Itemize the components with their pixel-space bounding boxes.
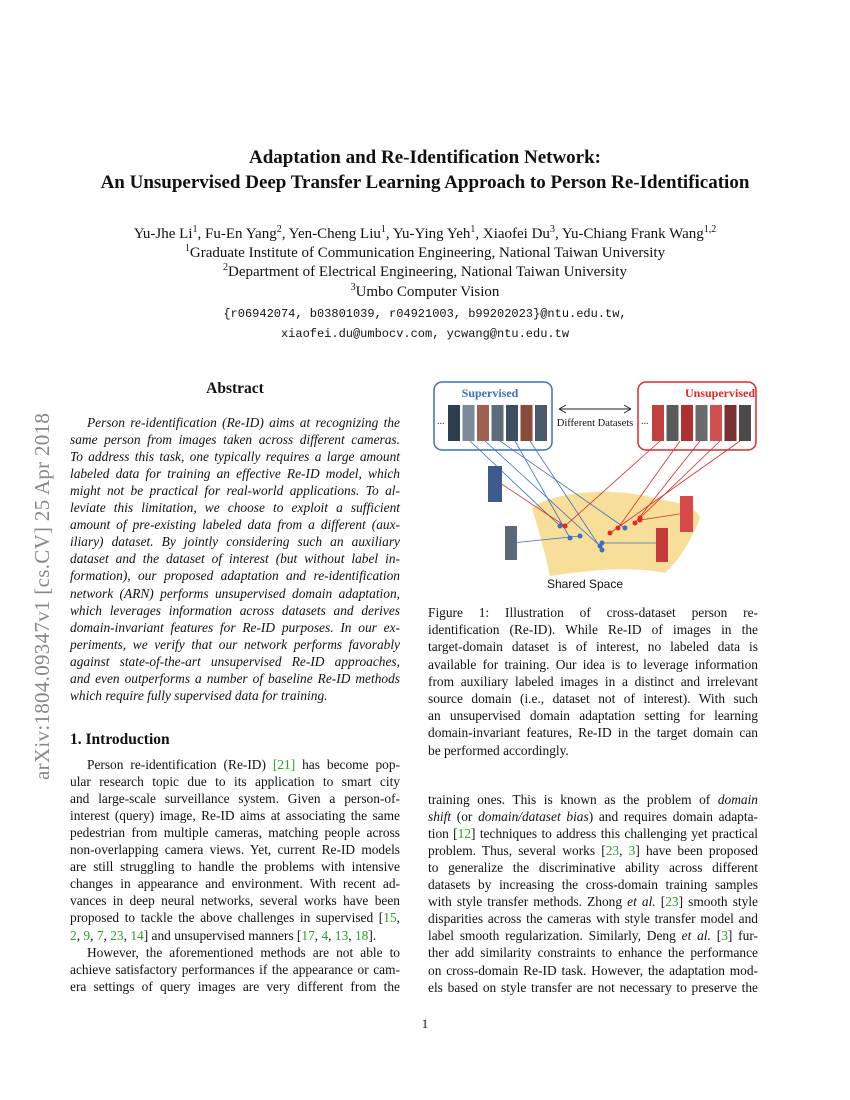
unsupervised-person-image bbox=[725, 405, 737, 441]
unsupervised-person-image bbox=[667, 405, 679, 441]
email-line-1: {r06942074, b03801039, r04921003, b99202023}@ntu.edu.tw, bbox=[223, 307, 627, 321]
text-run: proposed to tackle the above challenges in supervised [ bbox=[70, 910, 384, 926]
citation-link[interactable]: 17 bbox=[301, 927, 315, 943]
caption-line: Figure 1: Illustration of cross-dataset person re- bbox=[428, 605, 758, 620]
citation-link[interactable]: 23 bbox=[110, 927, 124, 943]
citation-link[interactable]: [21] bbox=[272, 757, 296, 772]
figure-1 bbox=[430, 378, 762, 594]
abstract-line: might not be practical for real-world applications. To al- bbox=[70, 483, 400, 499]
feature-point bbox=[563, 524, 568, 529]
citation-link[interactable]: 3 bbox=[628, 843, 636, 859]
paper-title-line1: Adaptation and Re-Identification Network: bbox=[248, 147, 602, 168]
page-number: 1 bbox=[421, 1016, 429, 1031]
body-line bbox=[428, 910, 758, 928]
emphasis-text: et al. bbox=[681, 928, 711, 944]
author-affiliation-mark: 1 bbox=[470, 224, 476, 235]
unsupervised-person-image bbox=[696, 405, 708, 441]
abstract-line: Person re-identification (Re-ID) aims at recognizing the bbox=[87, 415, 400, 430]
body-line bbox=[428, 979, 758, 997]
supervised-images bbox=[448, 405, 547, 441]
text-run: ] techniques to address this challenging yet practical bbox=[471, 826, 758, 842]
text-run: vances in deep neural networks, several works have been bbox=[70, 893, 400, 909]
text-run: interest (query) image, Re-ID aims at associating the same bbox=[70, 808, 400, 824]
supervised-person-image bbox=[506, 405, 518, 441]
abstract-heading: Abstract bbox=[206, 380, 264, 397]
abstract-line: labeled data for training an effective Re-ID model, which bbox=[70, 466, 400, 482]
text-run: , bbox=[103, 927, 111, 943]
abstract-line: and even outperforms a number of baseline Re-ID methods bbox=[70, 670, 400, 686]
text-run: problem. Thus, several works [ bbox=[428, 843, 606, 859]
abstract-line: dataset and the dataset of interest (but without label in- bbox=[70, 551, 400, 567]
text-run: on cross-domain Re-ID task. However, the adaptation mod- bbox=[428, 962, 758, 978]
abstract-line: which leverages information across datasets and derives bbox=[70, 602, 400, 618]
emphasis-text: shift bbox=[428, 809, 452, 825]
body-line bbox=[428, 876, 758, 894]
different-datasets-label: Different Datasets bbox=[556, 418, 634, 429]
emphasis-text: domain/dataset bias bbox=[478, 809, 589, 825]
body-line bbox=[428, 808, 758, 826]
text-run: , bbox=[348, 927, 355, 943]
abstract-line: periments, we verify that our network performs favorably bbox=[70, 636, 400, 652]
text-run: pedestrian from multiple cameras, matching people across bbox=[70, 825, 400, 841]
text-run: tion [ bbox=[428, 826, 458, 842]
body-line bbox=[428, 893, 758, 911]
unsupervised-person-image bbox=[710, 405, 722, 441]
citation-link[interactable]: 7 bbox=[96, 927, 104, 943]
citation-link[interactable]: 15 bbox=[383, 910, 397, 926]
author-affiliation-mark: 1,2 bbox=[703, 224, 717, 235]
intro-line bbox=[87, 944, 400, 962]
text-run: , bbox=[123, 927, 131, 943]
caption-line: be performed accordingly. bbox=[428, 742, 569, 758]
author-name: Fu-En Yang bbox=[205, 226, 277, 242]
citation-link[interactable]: 23 bbox=[665, 894, 679, 910]
text-run: disparities across the cameras with style transfer model and bbox=[428, 911, 758, 927]
intro-line bbox=[70, 773, 400, 791]
text-run: ] smooth style bbox=[678, 894, 758, 910]
author-affiliation-mark: 1 bbox=[192, 224, 198, 235]
author-name: Yu-Chiang Frank Wang bbox=[561, 226, 704, 242]
citation-link[interactable]: 14 bbox=[130, 927, 144, 943]
outlier-image-right-bottom bbox=[656, 528, 668, 562]
text-run: ] fur- bbox=[727, 928, 758, 944]
emphasis-text: et al. bbox=[627, 894, 656, 910]
paper-title-line2: An Unsupervised Deep Transfer Learning Approach to Person Re-Identification bbox=[100, 172, 750, 193]
intro-line bbox=[70, 841, 400, 859]
author-name: Yu-Jhe Li bbox=[133, 226, 193, 242]
caption-line: an unsupervised domain adaptation setting for learning bbox=[428, 708, 758, 724]
text-run: ) and requires domain adapta- bbox=[588, 809, 758, 825]
intro-line bbox=[70, 978, 400, 996]
abstract-line: same person from images taken across different cameras. bbox=[70, 432, 400, 448]
feature-point bbox=[633, 521, 638, 526]
abstract-line: amount of pre-existing labeled data from a different (aux- bbox=[70, 517, 400, 533]
unsupervised-label: Unsupervised bbox=[684, 386, 756, 400]
text-run: ular research topic due to its application to smart city bbox=[70, 774, 400, 790]
figure-1-illustration bbox=[430, 378, 762, 594]
author-affiliation-mark: 2 bbox=[276, 224, 282, 235]
text-run: , bbox=[328, 927, 335, 943]
text-run: era settings of query images are very different from the bbox=[70, 978, 400, 994]
text-run: (or bbox=[451, 809, 479, 825]
feature-point bbox=[578, 534, 583, 539]
text-run: has become pop- bbox=[295, 757, 400, 772]
supervised-label: Supervised bbox=[461, 386, 519, 400]
emphasis-text: domain bbox=[717, 792, 758, 807]
author-affiliation-mark: 3 bbox=[549, 224, 555, 235]
unsupervised-person-image bbox=[652, 405, 664, 441]
mapping-line bbox=[470, 441, 560, 526]
supervised-person-image bbox=[521, 405, 533, 441]
intro-line bbox=[70, 927, 400, 945]
shared-space-region bbox=[532, 492, 700, 576]
text-run: datasets by increasing the cross-domain training samples bbox=[428, 877, 758, 893]
author-list: Yu-Jhe Li$^1$, Fu-En Yang$^2$, Yen-Cheng Liu$^1$, Yu-Ying Yeh$^1$, Xiaofei Du$^3$, Yu-Chiang Frank Wang$^{1,2}$ bbox=[133, 224, 717, 242]
feature-point bbox=[608, 531, 613, 536]
intro-line bbox=[70, 807, 400, 825]
body-line bbox=[428, 842, 758, 860]
unsupervised-ellipsis: ... bbox=[641, 416, 649, 427]
text-run: ther add similarity constraints to enhance the performance bbox=[428, 945, 758, 961]
body-line bbox=[428, 791, 758, 809]
citation-link[interactable]: 12 bbox=[457, 826, 472, 842]
unsupervised-person-image bbox=[739, 405, 751, 441]
text-run: ] have been proposed bbox=[635, 843, 758, 859]
body-line bbox=[428, 962, 758, 980]
feature-point bbox=[600, 541, 605, 546]
text-run: [ bbox=[655, 894, 666, 910]
citation-link[interactable]: 23 bbox=[605, 843, 620, 859]
abstract-line: against state-of-the-art unsupervised Re-ID approaches, bbox=[70, 653, 400, 669]
feature-point bbox=[623, 526, 628, 531]
text-run: , bbox=[76, 927, 84, 943]
text-run: , bbox=[396, 910, 400, 926]
text-run: Person re-identification (Re-ID) bbox=[87, 757, 273, 772]
text-run: training ones. This is known as the problem of bbox=[428, 792, 718, 807]
caption-line: source domain (i.e., dataset not of interest). With such bbox=[428, 691, 758, 706]
shared-space-label: Shared Space bbox=[546, 577, 624, 591]
intro-line bbox=[70, 858, 400, 876]
affiliation-2: $^2$Department of Electrical Engineering, National Taiwan University bbox=[223, 262, 627, 280]
caption-line: from auxiliary labeled images in a distinct and irrelevant bbox=[428, 673, 758, 689]
citation-link[interactable]: 2 bbox=[70, 927, 77, 943]
abstract-line: network (ARN) performs unsupervised domain adaptation, bbox=[70, 585, 400, 601]
text-run: [ bbox=[710, 928, 722, 944]
text-run: , bbox=[619, 843, 629, 859]
text-run: achieve satisfactory performances if the appearance or cam- bbox=[70, 961, 400, 977]
caption-line: target-domain dataset is of interest, no labeled data is bbox=[428, 639, 758, 655]
intro-line bbox=[70, 790, 400, 808]
body-line bbox=[428, 927, 758, 945]
text-run: ]. bbox=[368, 927, 377, 943]
outlier-image-right-top bbox=[680, 496, 693, 532]
feature-point bbox=[568, 536, 573, 541]
intro-line bbox=[70, 824, 400, 842]
citation-link[interactable]: 9 bbox=[83, 927, 91, 943]
intro-heading: 1. Introduction bbox=[70, 731, 170, 748]
citation-link[interactable]: 4 bbox=[321, 927, 329, 943]
affiliation-1: $^1$Graduate Institute of Communication Engineering, National Taiwan University bbox=[184, 243, 666, 261]
text-run: , bbox=[314, 927, 322, 943]
text-run: and large-scale surveillance system. Given a person-of- bbox=[70, 791, 400, 807]
email-line-2: xiaofei.du@umbocv.com, ycwang@ntu.edu.tw bbox=[280, 327, 570, 341]
author-name: Xiaofei Du bbox=[482, 226, 550, 242]
arxiv-stamp: arXiv:1804.09347v1 [cs.CV] 25 Apr 2018 bbox=[30, 412, 54, 780]
outlier-image-left-top bbox=[488, 466, 502, 502]
supervised-person-image bbox=[477, 405, 489, 441]
text-run: are still struggling to handle the problems with intensive bbox=[70, 859, 400, 875]
abstract-line: domain-invariant features for Re-ID purposes. In our ex- bbox=[70, 619, 400, 635]
text-run: However, the aforementioned methods are not able to bbox=[87, 944, 400, 960]
intro-line bbox=[87, 756, 400, 774]
body-line bbox=[428, 944, 758, 962]
affiliation-3: $^3$Umbo Computer Vision bbox=[350, 282, 500, 300]
unsupervised-person-image bbox=[681, 405, 693, 441]
caption-line: domain-invariant features, Re-ID in the target domain can bbox=[428, 725, 758, 741]
text-run: , bbox=[90, 927, 97, 943]
text-run: label smooth regularization. Similarly, Deng bbox=[428, 928, 682, 944]
abstract-line: formation), our proposed adaptation and re-identification bbox=[70, 568, 400, 584]
intro-line bbox=[70, 961, 400, 979]
body-line bbox=[428, 859, 758, 877]
outlier-image-left-bottom bbox=[505, 526, 517, 560]
text-run: non-overlapping camera views. Yet, current Re-ID models bbox=[70, 842, 400, 858]
body-line bbox=[428, 825, 758, 843]
caption-line: identification (Re-ID). While Re-ID of images in the bbox=[428, 622, 758, 638]
citation-link[interactable]: 18 bbox=[354, 927, 369, 943]
abstract-line: which require fully supervised data for training. bbox=[70, 687, 328, 703]
feature-point bbox=[600, 548, 605, 553]
supervised-ellipsis: ... bbox=[437, 416, 445, 427]
citation-link[interactable]: 13 bbox=[334, 927, 349, 943]
text-run: with style transfer methods. Zhong bbox=[428, 894, 628, 910]
text-run: els based on style transfer are not necessary to preserve the bbox=[428, 979, 758, 995]
intro-line bbox=[70, 875, 400, 893]
author-affiliation-mark: 1 bbox=[380, 224, 386, 235]
intro-line bbox=[70, 909, 400, 927]
author-name: Yen-Cheng Liu bbox=[288, 226, 381, 242]
text-run: changes in appearance and environment. With recent ad- bbox=[70, 876, 400, 892]
text-run: to generalize the discriminative ability across different bbox=[428, 860, 758, 876]
citation-link[interactable]: 3 bbox=[721, 928, 728, 944]
abstract-line: To address this task, one typically requires a large amount bbox=[70, 449, 400, 465]
unsupervised-images bbox=[652, 405, 751, 441]
author-name: Yu-Ying Yeh bbox=[392, 226, 471, 242]
supervised-person-image bbox=[492, 405, 504, 441]
intro-line bbox=[70, 892, 400, 910]
abstract-line: leviate this limitation, we choose to exploit a sufficient bbox=[70, 500, 400, 516]
text-run: ] and unsupervised manners [ bbox=[143, 927, 302, 943]
abstract-line: iliary) dataset. By jointly considering such an auxiliary bbox=[70, 534, 400, 550]
supervised-person-image bbox=[535, 405, 547, 441]
caption-line: available for training. Our idea is to leverage information bbox=[428, 656, 758, 672]
feature-point bbox=[638, 518, 643, 523]
supervised-person-image bbox=[463, 405, 475, 441]
supervised-person-image bbox=[448, 405, 460, 441]
